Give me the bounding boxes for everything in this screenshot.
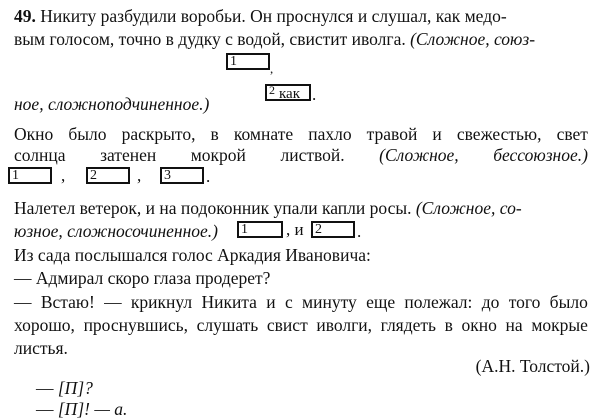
exercise-number: 49.: [14, 6, 36, 26]
scheme2-box3: 3: [160, 167, 204, 184]
p1-line2: [14, 29, 535, 49]
scheme2-end: .: [206, 167, 211, 186]
p3-line2: юзное, сложносочиненное.): [14, 221, 219, 241]
scheme2-sep2: ,: [137, 166, 142, 185]
dialog-line2: — Адмирал скоро глаза продерет?: [14, 268, 271, 288]
scheme1-comma: ,: [270, 61, 274, 76]
scheme1-end: .: [312, 85, 317, 104]
scheme2-box1: 1: [8, 167, 52, 184]
scheme1-box1: 1: [226, 53, 270, 70]
p2-line1: Окно было раскрыто, в комнате пахло травой и свежестью, свет: [14, 124, 588, 144]
scheme2-sep1: ,: [61, 166, 66, 185]
scheme-line2: — [П]! — а.: [36, 399, 128, 419]
p1-line2-text: вым голосом, точно в дудку с водой, свистит иволга.: [14, 29, 406, 49]
p4-line1: — Встаю! — крикнул Никита и с минуту еще полежал: до того было: [14, 292, 588, 312]
p1-line1: [14, 6, 507, 26]
scheme3-sep: , и: [286, 220, 304, 239]
scheme2-box2: 2: [86, 167, 130, 184]
scheme1-box2: 2 как: [265, 84, 311, 101]
scheme-line1: — [П]?: [36, 378, 93, 398]
p4-line2: хорошо, проснувшись, слушать свист иволги, глядеть в окно на мокрые: [14, 315, 588, 335]
p4-line3: листья.: [14, 338, 68, 358]
scheme3-box1: 1: [237, 221, 283, 238]
p3-line1: Налетел ветерок, и на подоконник упали капли росы. (Сложное, со-: [14, 198, 522, 218]
author-attribution: (А.Н. Толстой.): [475, 356, 590, 376]
p1-line2-note: (Сложное, союз-: [410, 29, 536, 49]
p1-line1-text: Никиту разбудили воробьи. Он проснулся и слушал, как медо-: [40, 6, 507, 26]
scheme3-end: .: [357, 222, 362, 241]
p1-line3: ное, сложноподчиненное.): [14, 94, 210, 114]
dialog-line1: Из сада послышался голос Аркадия Ивановича:: [14, 245, 371, 265]
p2-line2: солнца затенен мокрой листвой. (Сложное, бессоюзное.): [14, 145, 588, 165]
scheme3-box2: 2: [311, 221, 355, 238]
